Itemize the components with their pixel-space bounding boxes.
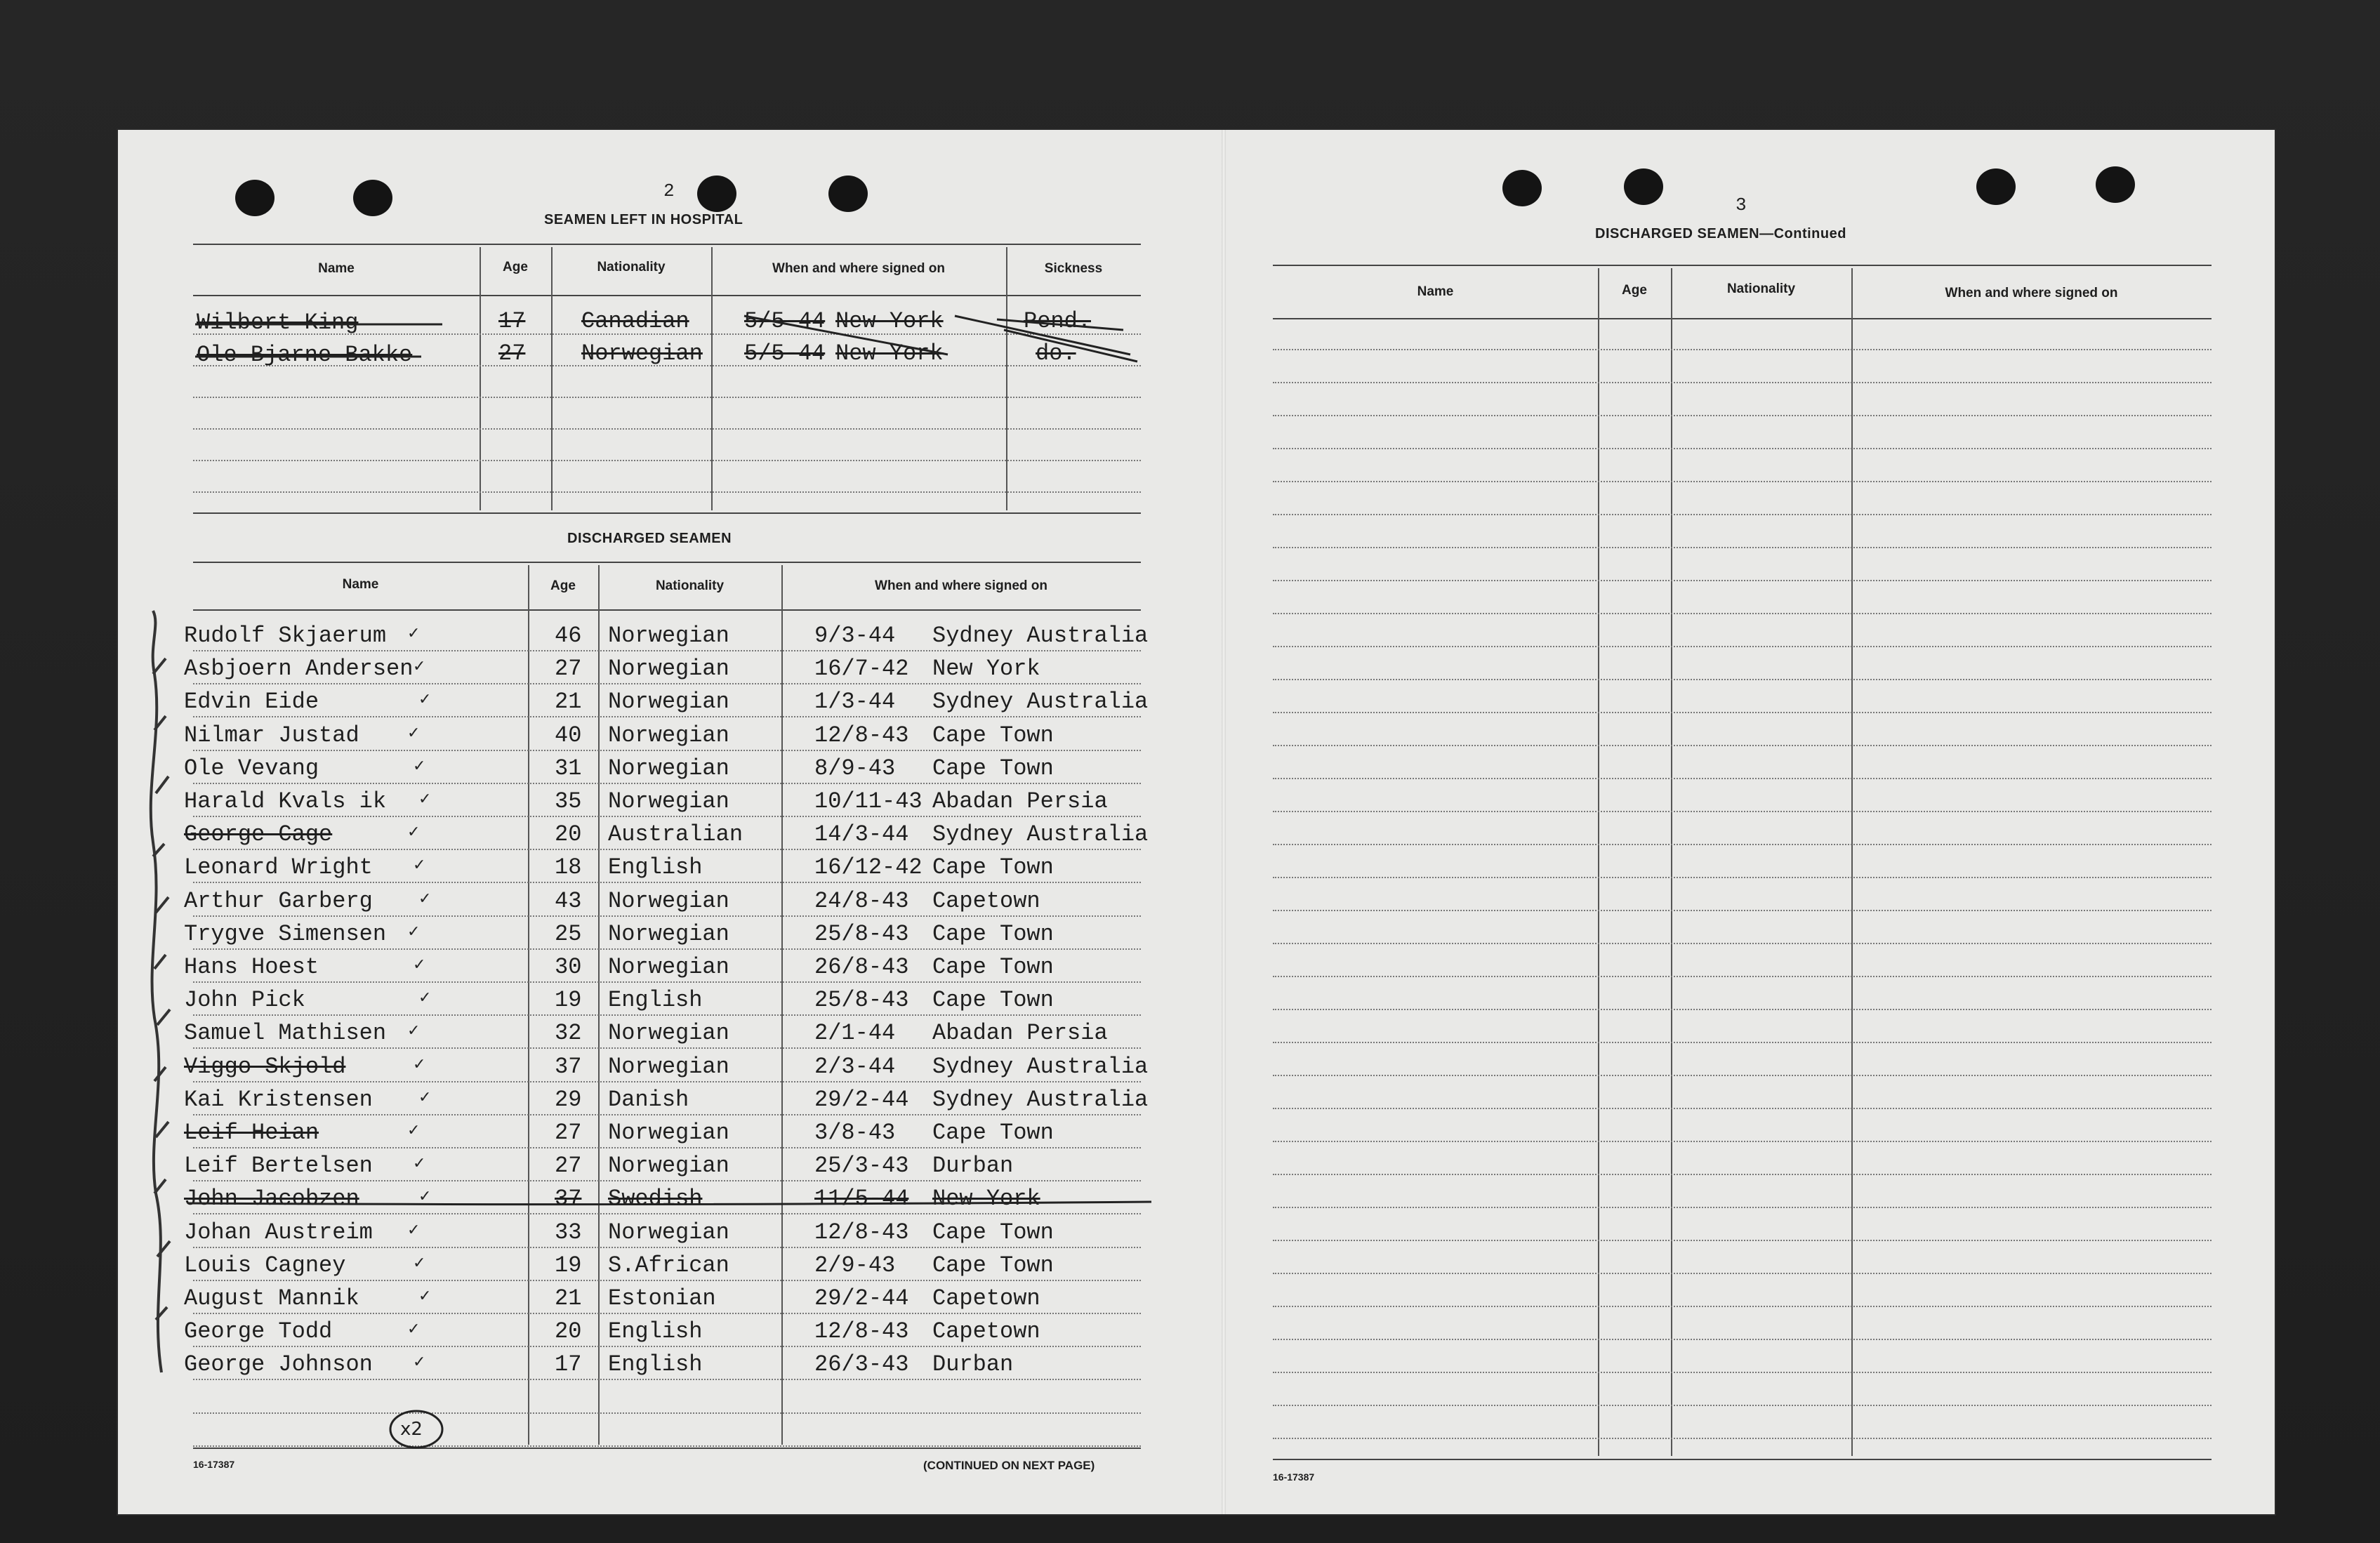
row-rule [1273,877,2212,878]
seaman-signed-date: 25/3-43 [814,1153,909,1179]
seaman-signed-date: 26/3-43 [814,1351,909,1378]
row-rule [1273,1372,2212,1373]
seaman-signed-date: 11/5-44 [814,1186,909,1212]
hospital-col-age: Age [503,260,528,274]
seaman-nationality: Norwegian [608,722,729,748]
seaman-name: Johan Austreim [184,1219,373,1245]
seaman-age: 29 [555,1086,582,1113]
seaman-nationality: Norwegian [608,623,729,649]
seaman-name: Nilmar Justad [184,722,359,748]
seaman-signed-date: 16/12-42 [814,854,923,881]
hospital-place: New York [835,308,944,334]
seaman-signed-date: 9/3-44 [814,623,896,649]
circled-note: x2 [400,1419,423,1440]
row-rule [1273,613,2212,614]
hospital-name: Wilbert King [197,310,359,336]
seaman-age: 21 [555,1285,582,1311]
seaman-name: Rudolf Skjaerum [184,623,387,649]
discharged-section-title: DISCHARGED SEAMEN [567,531,732,546]
seaman-signed-place: Sydney Australia [932,821,1149,848]
hospital-sickness: do. [1036,340,1076,366]
seaman-signed-date: 2/3-44 [814,1053,896,1080]
row-rule [1273,712,2212,713]
seaman-name: George Johnson [184,1351,373,1378]
seaman-age: 17 [555,1351,582,1378]
seaman-nationality: Swedish [608,1186,703,1212]
check-mark-icon: ✓ [418,1088,432,1106]
row-rule [1273,646,2212,647]
seaman-signed-place: Cape Town [932,1252,1054,1278]
seaman-nationality: English [608,987,703,1014]
check-mark-icon: ✓ [413,658,426,676]
seaman-signed-date: 26/8-43 [814,954,909,980]
discharged-col-nationality: Nationality [655,578,725,593]
hospital-nationality: Canadian [581,308,689,334]
seaman-signed-place: Sydney Australia [932,689,1149,715]
row-rule [1273,1042,2212,1043]
seaman-age: 31 [555,755,582,781]
row-rule [1273,1207,2212,1208]
discharged-col-name: Name [342,577,379,592]
hospital-col-sickness: Sickness [1044,261,1103,276]
seaman-age: 30 [555,954,582,980]
seaman-signed-place: Durban [932,1351,1014,1378]
seaman-age: 27 [555,1153,582,1179]
seaman-nationality: Norwegian [608,887,729,914]
hospital-name: Ole Bjarne Bakke [197,342,413,368]
left-form-number: 16-17387 [193,1459,235,1470]
seaman-nationality: Australian [608,821,743,848]
check-mark-icon: ✓ [407,922,421,941]
check-mark-icon: ✓ [413,1254,426,1272]
seaman-signed-place: Cape Town [932,1120,1054,1146]
seaman-signed-date: 10/11-43 [814,788,923,814]
seaman-age: 32 [555,1020,582,1047]
seaman-name: John Jacobzen [184,1186,359,1212]
seaman-age: 40 [555,722,582,748]
continued-note: (CONTINUED ON NEXT PAGE) [923,1459,1095,1472]
table-rule [1273,318,2212,319]
row-rule [1273,976,2212,977]
row-rule [1273,415,2212,416]
hospital-date: 5/5-44 [744,308,826,334]
seaman-signed-place: Sydney Australia [932,1053,1149,1080]
row-rule [1273,1438,2212,1439]
seaman-nationality: English [608,1351,703,1378]
row-rule [1273,481,2212,482]
seaman-age: 37 [555,1186,582,1212]
seaman-name: George Todd [184,1318,333,1345]
check-mark-icon: ✓ [413,956,426,974]
row-rule [1273,943,2212,944]
seaman-name: George Cage [184,821,333,848]
row-rule [1273,349,2212,350]
seaman-nationality: Norwegian [608,1219,729,1245]
row-rule [1273,1339,2212,1340]
seaman-nationality: Norwegian [608,1153,729,1179]
seaman-signed-date: 12/8-43 [814,722,909,748]
hospital-nationality: Norwegian [581,340,703,366]
check-mark-icon: ✓ [413,1353,426,1372]
row-rule [1273,1174,2212,1175]
seaman-name: Edvin Eide [184,689,319,715]
row-rule [1273,1141,2212,1142]
check-mark-icon: ✓ [407,823,421,842]
right-form-number: 16-17387 [1273,1471,1315,1483]
seaman-signed-place: Abadan Persia [932,1020,1108,1047]
column-divider [1598,268,1599,1456]
seaman-nationality: Norwegian [608,755,729,781]
seaman-age: 27 [555,1120,582,1146]
row-rule [1273,745,2212,746]
seaman-age: 18 [555,854,582,881]
row-rule [1273,1240,2212,1241]
seaman-signed-date: 14/3-44 [814,821,909,848]
row-rule [1273,1108,2212,1109]
seaman-age: 35 [555,788,582,814]
hospital-col-nationality: Nationality [597,260,666,274]
seaman-signed-place: Cape Town [932,755,1054,781]
discharged-col-age: Age [550,578,576,593]
seaman-nationality: Estonian [608,1285,716,1311]
row-rule [1273,778,2212,779]
check-mark-icon: ✓ [413,856,426,875]
seaman-name: John Pick [184,987,305,1014]
right-col-nationality: Nationality [1726,282,1796,296]
seaman-name: Harald Kvals ik [184,788,387,814]
seaman-signed-place: Cape Town [932,854,1054,881]
check-mark-icon: ✓ [418,790,432,808]
row-rule [1273,1273,2212,1274]
seaman-signed-place: New York [932,1186,1040,1212]
check-mark-icon: ✓ [418,1287,432,1305]
seaman-signed-place: New York [932,656,1040,682]
seaman-signed-date: 25/8-43 [814,987,909,1014]
seaman-signed-place: Cape Town [932,954,1054,980]
seaman-signed-date: 16/7-42 [814,656,909,682]
check-mark-icon: ✓ [413,1055,426,1073]
seaman-age: 20 [555,821,582,848]
row-rule [1273,811,2212,812]
seaman-name: Asbjoern Andersen [184,656,414,682]
seaman-signed-date: 24/8-43 [814,887,909,914]
seaman-age: 21 [555,689,582,715]
seaman-nationality: Norwegian [608,920,729,947]
seaman-name: Arthur Garberg [184,887,373,914]
check-mark-icon: ✓ [407,625,421,642]
discharged-col-signed-on: When and where signed on [875,578,1047,593]
seaman-name: Samuel Mathisen [184,1020,387,1047]
row-rule [1273,547,2212,548]
seaman-nationality: Norwegian [608,1120,729,1146]
hospital-section-title: SEAMEN LEFT IN HOSPITAL [544,212,743,227]
seaman-signed-place: Capetown [932,1318,1040,1345]
seaman-signed-date: 3/8-43 [814,1120,896,1146]
column-divider [1851,268,1853,1456]
check-mark-icon: ✓ [407,724,421,742]
seaman-signed-date: 8/9-43 [814,755,896,781]
seaman-age: 37 [555,1053,582,1080]
seaman-signed-date: 2/1-44 [814,1020,896,1047]
check-mark-icon: ✓ [418,889,432,908]
seaman-signed-place: Durban [932,1153,1014,1179]
right-col-signed-on: When and where signed on [1945,286,2118,300]
check-mark-icon: ✓ [407,1122,421,1139]
row-rule [1273,1306,2212,1307]
right-page-number: 3 [1736,194,1747,216]
check-mark-icon: ✓ [413,757,426,775]
seaman-signed-place: Cape Town [932,1219,1054,1245]
check-mark-icon: ✓ [407,1022,421,1040]
seaman-age: 33 [555,1219,582,1245]
column-divider [1671,268,1672,1456]
check-mark-icon: ✓ [407,1221,421,1239]
hospital-col-signed-on: When and where signed on [772,261,945,276]
seaman-age: 19 [555,987,582,1014]
table-rule [1273,265,2212,266]
seaman-signed-date: 29/2-44 [814,1086,909,1113]
seaman-nationality: English [608,1318,703,1345]
seaman-name: Louis Cagney [184,1252,346,1278]
seaman-signed-place: Cape Town [932,920,1054,947]
check-mark-icon: ✓ [418,1188,432,1206]
hospital-place: New York [835,340,944,366]
seaman-signed-place: Cape Town [932,722,1054,748]
row-rule [1273,580,2212,581]
seaman-name: August Mannik [184,1285,359,1311]
row-rule [1273,514,2212,515]
seaman-nationality: Norwegian [608,788,729,814]
seaman-name: Leif Heian [184,1120,319,1146]
seaman-age: 19 [555,1252,582,1278]
hospital-date: 5/5-44 [744,340,826,366]
check-mark-icon: ✓ [413,1155,426,1173]
row-rule [1273,448,2212,449]
row-rule [1273,844,2212,845]
seaman-nationality: Norwegian [608,1020,729,1047]
hospital-age: 17 [498,308,526,334]
seaman-age: 27 [555,656,582,682]
row-rule [1273,1075,2212,1076]
seaman-nationality: Norwegian [608,954,729,980]
row-rule [1273,910,2212,911]
seaman-signed-date: 29/2-44 [814,1285,909,1311]
seaman-signed-date: 12/8-43 [814,1318,909,1345]
seaman-signed-place: Capetown [932,1285,1040,1311]
row-rule [1273,679,2212,680]
right-col-name: Name [1417,284,1454,299]
check-mark-icon: ✓ [418,691,432,709]
seaman-name: Leif Bertelsen [184,1153,373,1179]
seaman-nationality: English [608,854,703,881]
seaman-signed-date: 2/9-43 [814,1252,896,1278]
seaman-nationality: Norwegian [608,656,729,682]
seaman-name: Hans Hoest [184,954,319,980]
left-page-number: 2 [663,180,675,201]
seaman-nationality: Norwegian [608,689,729,715]
seaman-nationality: Norwegian [608,1053,729,1080]
right-section-title: DISCHARGED SEAMEN—Continued [1595,226,1846,241]
seaman-age: 25 [555,920,582,947]
seaman-signed-place: Abadan Persia [932,788,1108,814]
seaman-name: Leonard Wright [184,854,373,881]
seaman-name: Ole Vevang [184,755,319,781]
seaman-signed-date: 1/3-44 [814,689,896,715]
seaman-signed-place: Capetown [932,887,1040,914]
check-mark-icon: ✓ [407,1320,421,1339]
seaman-nationality: Danish [608,1086,689,1113]
seaman-signed-place: Sydney Australia [932,623,1149,649]
right-col-age: Age [1622,283,1647,298]
seaman-signed-date: 12/8-43 [814,1219,909,1245]
check-mark-icon: ✓ [418,989,432,1007]
table-rule [1273,1459,2212,1460]
row-rule [1273,1009,2212,1010]
seaman-signed-date: 25/8-43 [814,920,909,947]
row-rule [1273,1405,2212,1406]
hospital-sickness: Pend. [1024,308,1092,334]
seaman-signed-place: Cape Town [932,987,1054,1014]
row-rule [1273,382,2212,383]
seaman-age: 46 [555,623,582,649]
seaman-name: Kai Kristensen [184,1086,373,1113]
seaman-name: Viggo Skjold [184,1053,346,1080]
seaman-signed-place: Sydney Australia [932,1086,1149,1113]
hospital-age: 27 [498,340,526,366]
seaman-age: 43 [555,887,582,914]
seaman-nationality: S.African [608,1252,729,1278]
seaman-name: Trygve Simensen [184,920,387,947]
hospital-col-name: Name [318,261,355,276]
seaman-age: 20 [555,1318,582,1345]
